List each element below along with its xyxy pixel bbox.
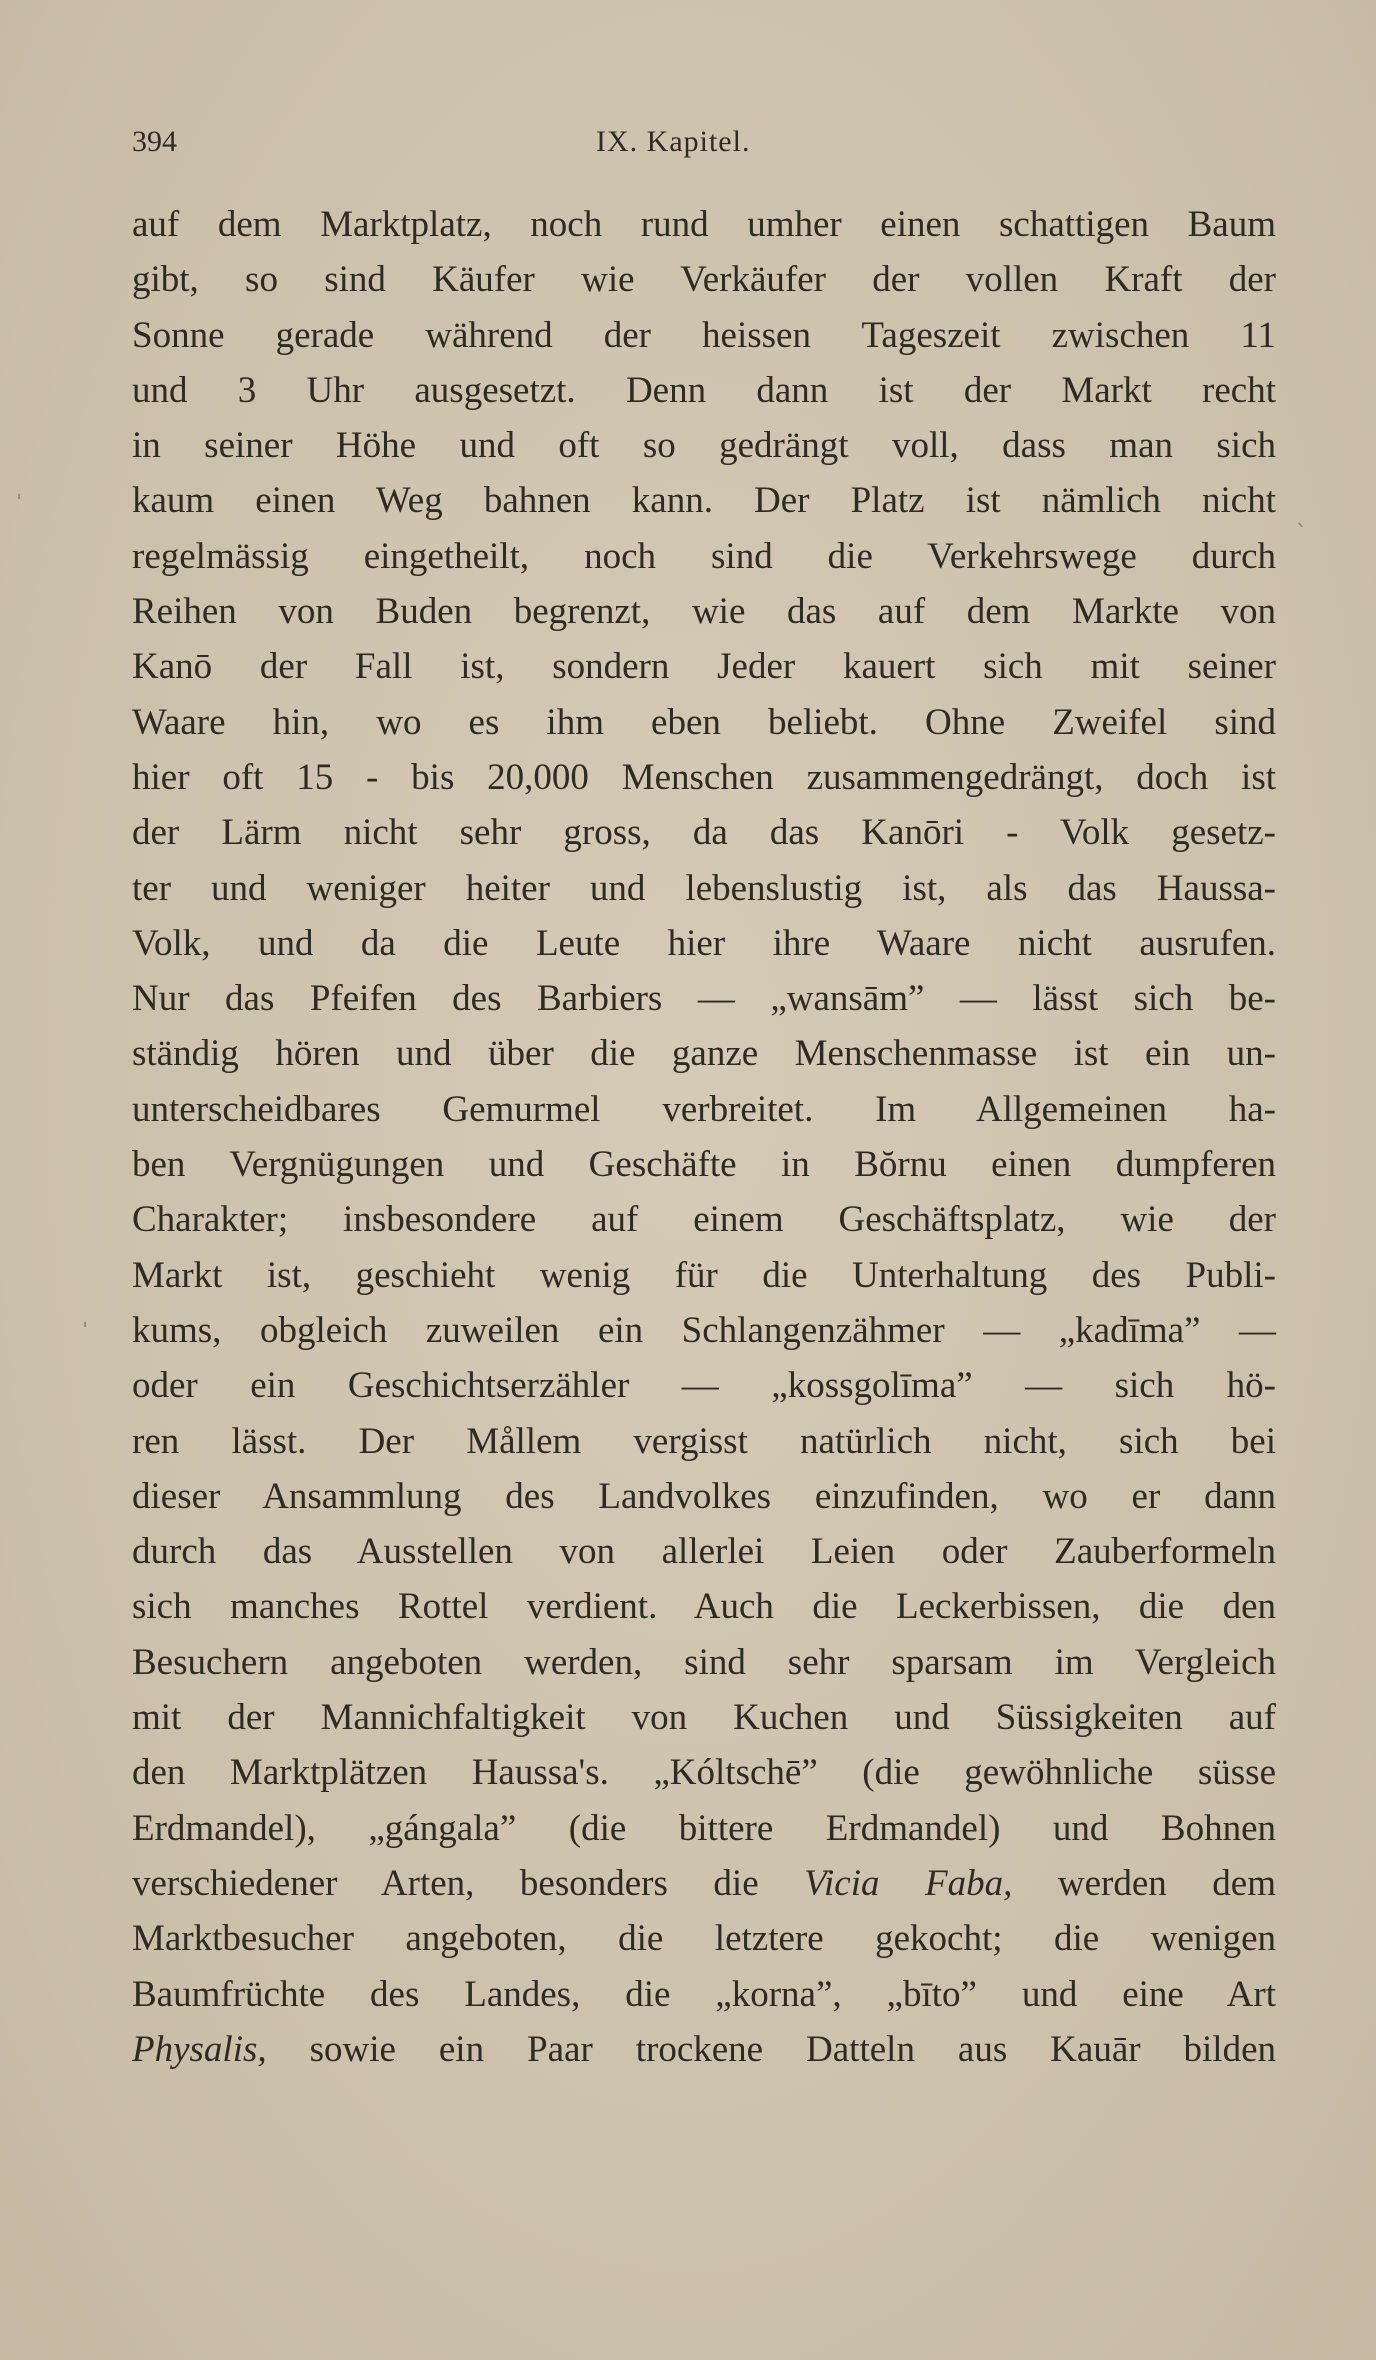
text-line: gibt, so sind Käufer wie Verkäufer der vollen Kraft der <box>132 259 1276 301</box>
text-line-with-italic <box>132 1856 1276 1911</box>
text-line: Waare hin, wo es ihm eben beliebt. Ohne Zweifel sind <box>132 701 1276 743</box>
text-line-with-italic <box>132 2022 1276 2077</box>
italic-genus-name: Physalis, <box>132 2028 267 2070</box>
margin-speck: ˈ <box>16 492 23 517</box>
text-segment: verschiedener Arten, besonders die <box>132 1862 805 1904</box>
body-text <box>132 197 1276 2077</box>
text-line: sich manches Rottel verdient. Auch die Leckerbissen, die den <box>132 1586 1276 1628</box>
text-line: Sonne gerade während der heissen Tageszeit zwischen 11 <box>132 314 1276 356</box>
text-line: oder ein Geschichtserzähler — „kossgolīma” — sich hö- <box>132 1365 1276 1407</box>
text-line: auf dem Marktplatz, noch rund umher einen schattigen Baum <box>132 204 1276 245</box>
text-line: Kanō der Fall ist, sondern Jeder kauert sich mit seiner <box>132 646 1276 688</box>
text-line: ständig hören und über die ganze Menschenmasse ist ein un- <box>132 1033 1276 1075</box>
text-line: Nur das Pfeifen des Barbiers — „wansām” — lässt sich be- <box>132 978 1276 1020</box>
text-line: in seiner Höhe und oft so gedrängt voll, dass man sich <box>132 425 1276 467</box>
text-line: dieser Ansammlung des Landvolkes einzufinden, wo er dann <box>132 1475 1276 1517</box>
text-line: und 3 Uhr ausgesetzt. Denn dann ist der Markt recht <box>132 369 1276 411</box>
margin-speck: ˋ <box>1296 522 1307 547</box>
text-line: Besuchern angeboten werden, sind sehr sparsam im Vergleich <box>132 1641 1276 1683</box>
margin-speck: ˈ <box>82 1320 89 1345</box>
text-line: Charakter; insbesondere auf einem Geschäftsplatz, wie der <box>132 1199 1276 1241</box>
text-line: ben Vergnügungen und Geschäfte in Bŏrnu einen dumpferen <box>132 1144 1276 1186</box>
text-line: kums, obgleich zuweilen ein Schlangenzähmer — „kadīma” — <box>132 1309 1276 1351</box>
text-line: Markt ist, geschieht wenig für die Unterhaltung des Publi- <box>132 1254 1276 1296</box>
text-segment: werden dem <box>1012 1862 1276 1904</box>
text-line: Reihen von Buden begrenzt, wie das auf dem Markte von <box>132 591 1276 633</box>
text-line: Marktbesucher angeboten, die letztere gekocht; die wenigen <box>132 1918 1276 1960</box>
text-line: mit der Mannichfaltigkeit von Kuchen und Süssigkeiten auf <box>132 1697 1276 1739</box>
page-header <box>132 120 1276 164</box>
italic-species-name: Vicia Faba, <box>804 1862 1013 1904</box>
text-line: kaum einen Weg bahnen kann. Der Platz ist nämlich nicht <box>132 480 1276 522</box>
text-line: Erdmandel), „gángala” (die bittere Erdmandel) und Bohnen <box>132 1807 1276 1849</box>
text-line: ter und weniger heiter und lebenslustig ist, als das Haussa- <box>132 867 1276 909</box>
text-line: regelmässig eingetheilt, noch sind die Verkehrswege durch <box>132 535 1276 577</box>
text-line: der Lärm nicht sehr gross, da das Kanōri - Volk gesetz- <box>132 812 1276 854</box>
text-line: den Marktplätzen Haussa's. „Kóltschē” (die gewöhnliche süsse <box>132 1752 1276 1794</box>
text-line: ren lässt. Der Mållem vergisst natürlich nicht, sich bei <box>132 1420 1276 1462</box>
text-line: Volk, und da die Leute hier ihre Waare nicht ausrufen. <box>132 922 1276 964</box>
chapter-running-head: IX. Kapitel. <box>596 125 751 158</box>
page-number: 394 <box>132 125 177 158</box>
text-line: hier oft 15 - bis 20,000 Menschen zusammengedrängt, doch ist <box>132 756 1276 798</box>
text-line: Baumfrüchte des Landes, die „korna”, „bīto” und eine Art <box>132 1973 1276 2015</box>
text-line: unterscheidbares Gemurmel verbreitet. Im Allgemeinen ha- <box>132 1088 1276 1130</box>
text-line: durch das Ausstellen von allerlei Leien oder Zauberformeln <box>132 1531 1276 1573</box>
text-segment: sowie ein Paar trockene Datteln aus Kauār bilden <box>266 2028 1276 2070</box>
